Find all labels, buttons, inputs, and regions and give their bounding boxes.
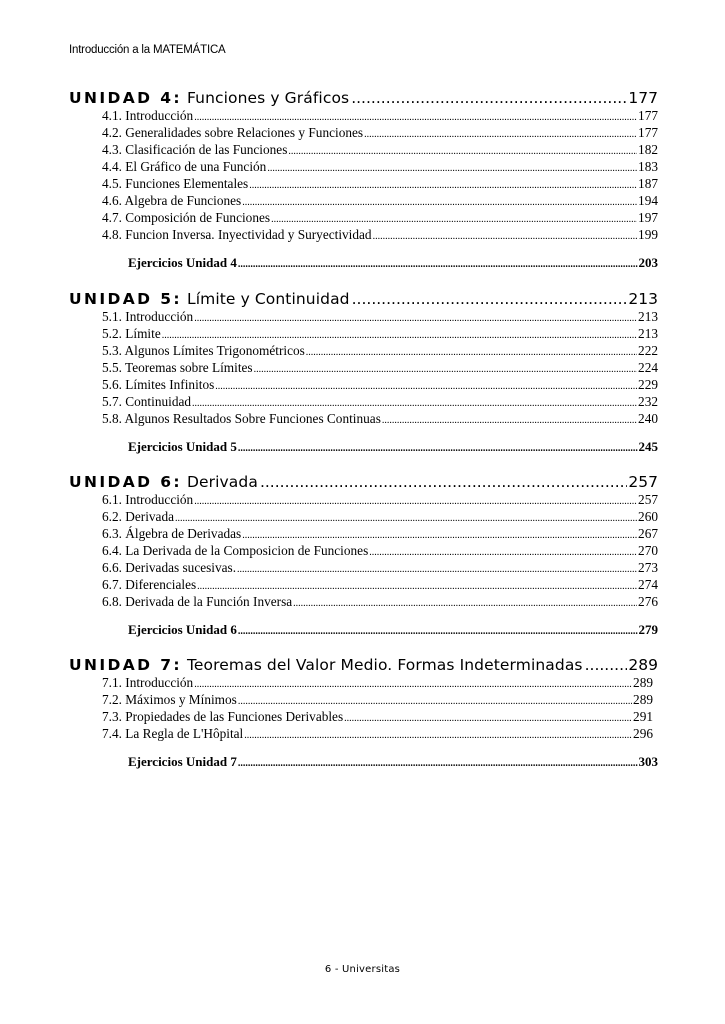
dot-leader [249,180,637,192]
dot-leader [369,547,637,559]
dot-leader [306,347,637,359]
dot-leader [267,163,637,175]
unit-page: 257 [628,473,658,491]
dot-leader [260,473,627,491]
entry-text: 6.6. Derivadas sucesivas. [102,560,237,575]
entry-text: 6.1. Introducción [102,492,194,507]
entry-page: 232 [638,394,658,409]
toc-entry [102,525,658,542]
running-header: Introducción a la MATEMÁTICA [69,44,226,56]
dot-leader [373,231,637,243]
entry-text: 6.4. La Derivada de la Composicion de Funciones [102,543,369,558]
entry-text: 5.6. Límites Infinitos [102,377,215,392]
entry-text: 4.2. Generalidades sobre Relaciones y Funciones [102,125,364,140]
toc-entry [102,359,658,376]
entry-text: 4.4. El Gráfico de una Función [102,159,267,174]
toc-entry [102,209,658,226]
dot-leader [242,197,637,209]
dot-leader [197,581,637,593]
toc-unit-7 [69,654,658,770]
entry-text: 6.2. Derivada [102,509,174,524]
unit-page: 289 [628,656,658,674]
toc-entry [102,342,658,359]
dot-leader [238,696,632,708]
entry-page: 194 [638,193,658,208]
toc-entry [102,393,658,410]
entry-text: 5.1. Introducción [102,309,194,324]
dot-leader [242,530,637,542]
entry-page: 187 [638,176,658,191]
dot-leader [238,259,638,271]
dot-leader [175,513,637,525]
dot-leader [238,443,638,455]
entry-text: 6.3. Álgebra de Derivadas [102,526,242,541]
unit-page: 177 [628,89,658,107]
dot-leader [194,313,637,325]
entry-text: 5.3. Algunos Límites Trigonométricos [102,343,305,358]
exercises-page: 279 [638,622,658,637]
entry-page: 260 [638,509,658,524]
entry-page: 229 [638,377,658,392]
entry-text: 4.8. Funcion Inversa. Inyectividad y Suryectividad [102,227,372,242]
entry-page: 289 [633,692,653,707]
entry-page: 197 [638,210,658,225]
exercises-entry [128,438,658,455]
toc-entry [102,175,658,192]
dot-leader [288,146,637,158]
toc-entry [102,542,658,559]
entry-page: 289 [633,675,653,690]
dot-leader [351,89,627,107]
entry-text: 6.7. Diferenciales [102,577,197,592]
entry-page: 240 [638,411,658,426]
unit-label: UNIDAD 5: [69,290,183,308]
unit-name: Teoremas del Valor Medio. Formas Indeterminadas [186,656,583,674]
toc-entry [102,192,658,209]
exercises-text: Ejercicios Unidad 5 [128,439,237,454]
dot-leader [238,758,638,770]
unit-title [69,288,658,308]
entry-text: 4.5. Funciones Elementales [102,176,249,191]
dot-leader [293,598,637,610]
dot-leader [244,730,632,742]
entry-text: 7.2. Máximos y Mínimos [102,692,237,707]
toc-entry [102,691,653,708]
unit-title [69,87,658,107]
dot-leader [254,364,637,376]
dot-leader [238,626,638,638]
unit-page: 213 [628,290,658,308]
toc-entry [102,107,658,124]
entry-page: 199 [638,227,658,242]
entry-page: 274 [638,577,658,592]
entry-text: 5.7. Continuidad [102,394,192,409]
exercises-page: 245 [638,439,658,454]
entry-text: 5.5. Teoremas sobre Límites [102,360,253,375]
dot-leader [194,496,637,508]
entry-page: 224 [638,360,658,375]
entry-page: 270 [638,543,658,558]
entry-page: 182 [638,142,658,157]
toc-entry [102,708,653,725]
entry-page: 183 [638,159,658,174]
toc-entry [102,308,658,325]
unit-title [69,471,658,491]
exercises-entry [128,753,658,770]
unit-title [69,654,658,674]
unit-label: UNIDAD 6: [69,473,183,491]
entry-text: 7.3. Propiedades de las Funciones Derivables [102,709,344,724]
exercises-entry [128,254,658,271]
dot-leader [192,398,637,410]
entry-text: 4.7. Composición de Funciones [102,210,271,225]
unit-name: Límite y Continuidad [186,290,350,308]
dot-leader [237,564,637,576]
entry-page: 222 [638,343,658,358]
toc-entry [102,725,653,742]
entry-page: 213 [638,326,658,341]
dot-leader [352,290,628,308]
entry-text: 6.8. Derivada de la Función Inversa [102,594,293,609]
unit-label: UNIDAD 7: [69,656,183,674]
entry-text: 7.1. Introducción [102,675,194,690]
entry-text: 4.3. Clasificación de las Funciones [102,142,288,157]
toc-entry [102,508,658,525]
exercises-text: Ejercicios Unidad 4 [128,255,237,270]
dot-leader [382,415,637,427]
entry-text: 7.4. La Regla de L'Hôpital [102,726,244,741]
dot-leader [215,381,637,393]
exercises-text: Ejercicios Unidad 7 [128,754,237,769]
dot-leader [162,330,637,342]
entry-page: 276 [638,594,658,609]
toc-entry [102,576,658,593]
dot-leader [364,129,637,141]
toc-entry [102,491,658,508]
entry-page: 177 [638,125,658,140]
unit-label: UNIDAD 4: [69,89,183,107]
toc-entry [102,593,658,610]
exercises-text: Ejercicios Unidad 6 [128,622,237,637]
entry-page: 177 [638,108,658,123]
toc-entry [102,226,658,243]
exercises-entry [128,621,658,638]
entry-text: 4.1. Introducción [102,108,194,123]
entry-text: 5.2. Límite [102,326,161,341]
toc-entry [102,141,658,158]
toc-entry [102,376,658,393]
exercises-page: 203 [638,255,658,270]
entry-text: 4.6. Algebra de Funciones [102,193,242,208]
entry-text: 5.8. Algunos Resultados Sobre Funciones Continuas [102,411,381,426]
entry-page: 296 [633,726,653,741]
toc-entry [102,674,653,691]
toc-unit-5 [69,288,658,455]
entry-page: 291 [633,709,653,724]
entry-page: 267 [638,526,658,541]
page-footer: 6 - Universitas [324,964,401,975]
dot-leader [271,214,637,226]
toc-unit-6 [69,471,658,638]
entry-page: 257 [638,492,658,507]
toc-entry [102,124,658,141]
entry-page: 273 [638,560,658,575]
toc-entry [102,559,658,576]
toc-unit-4 [69,87,658,271]
unit-name: Funciones y Gráficos [186,89,350,107]
dot-leader [344,713,632,725]
dot-leader [194,112,637,124]
dot-leader [585,656,628,674]
dot-leader [194,679,632,691]
entry-page: 213 [638,309,658,324]
unit-name: Derivada [186,473,258,491]
toc-entry [102,158,658,175]
toc-entry [102,410,658,427]
exercises-page: 303 [638,754,658,769]
toc-entry [102,325,658,342]
